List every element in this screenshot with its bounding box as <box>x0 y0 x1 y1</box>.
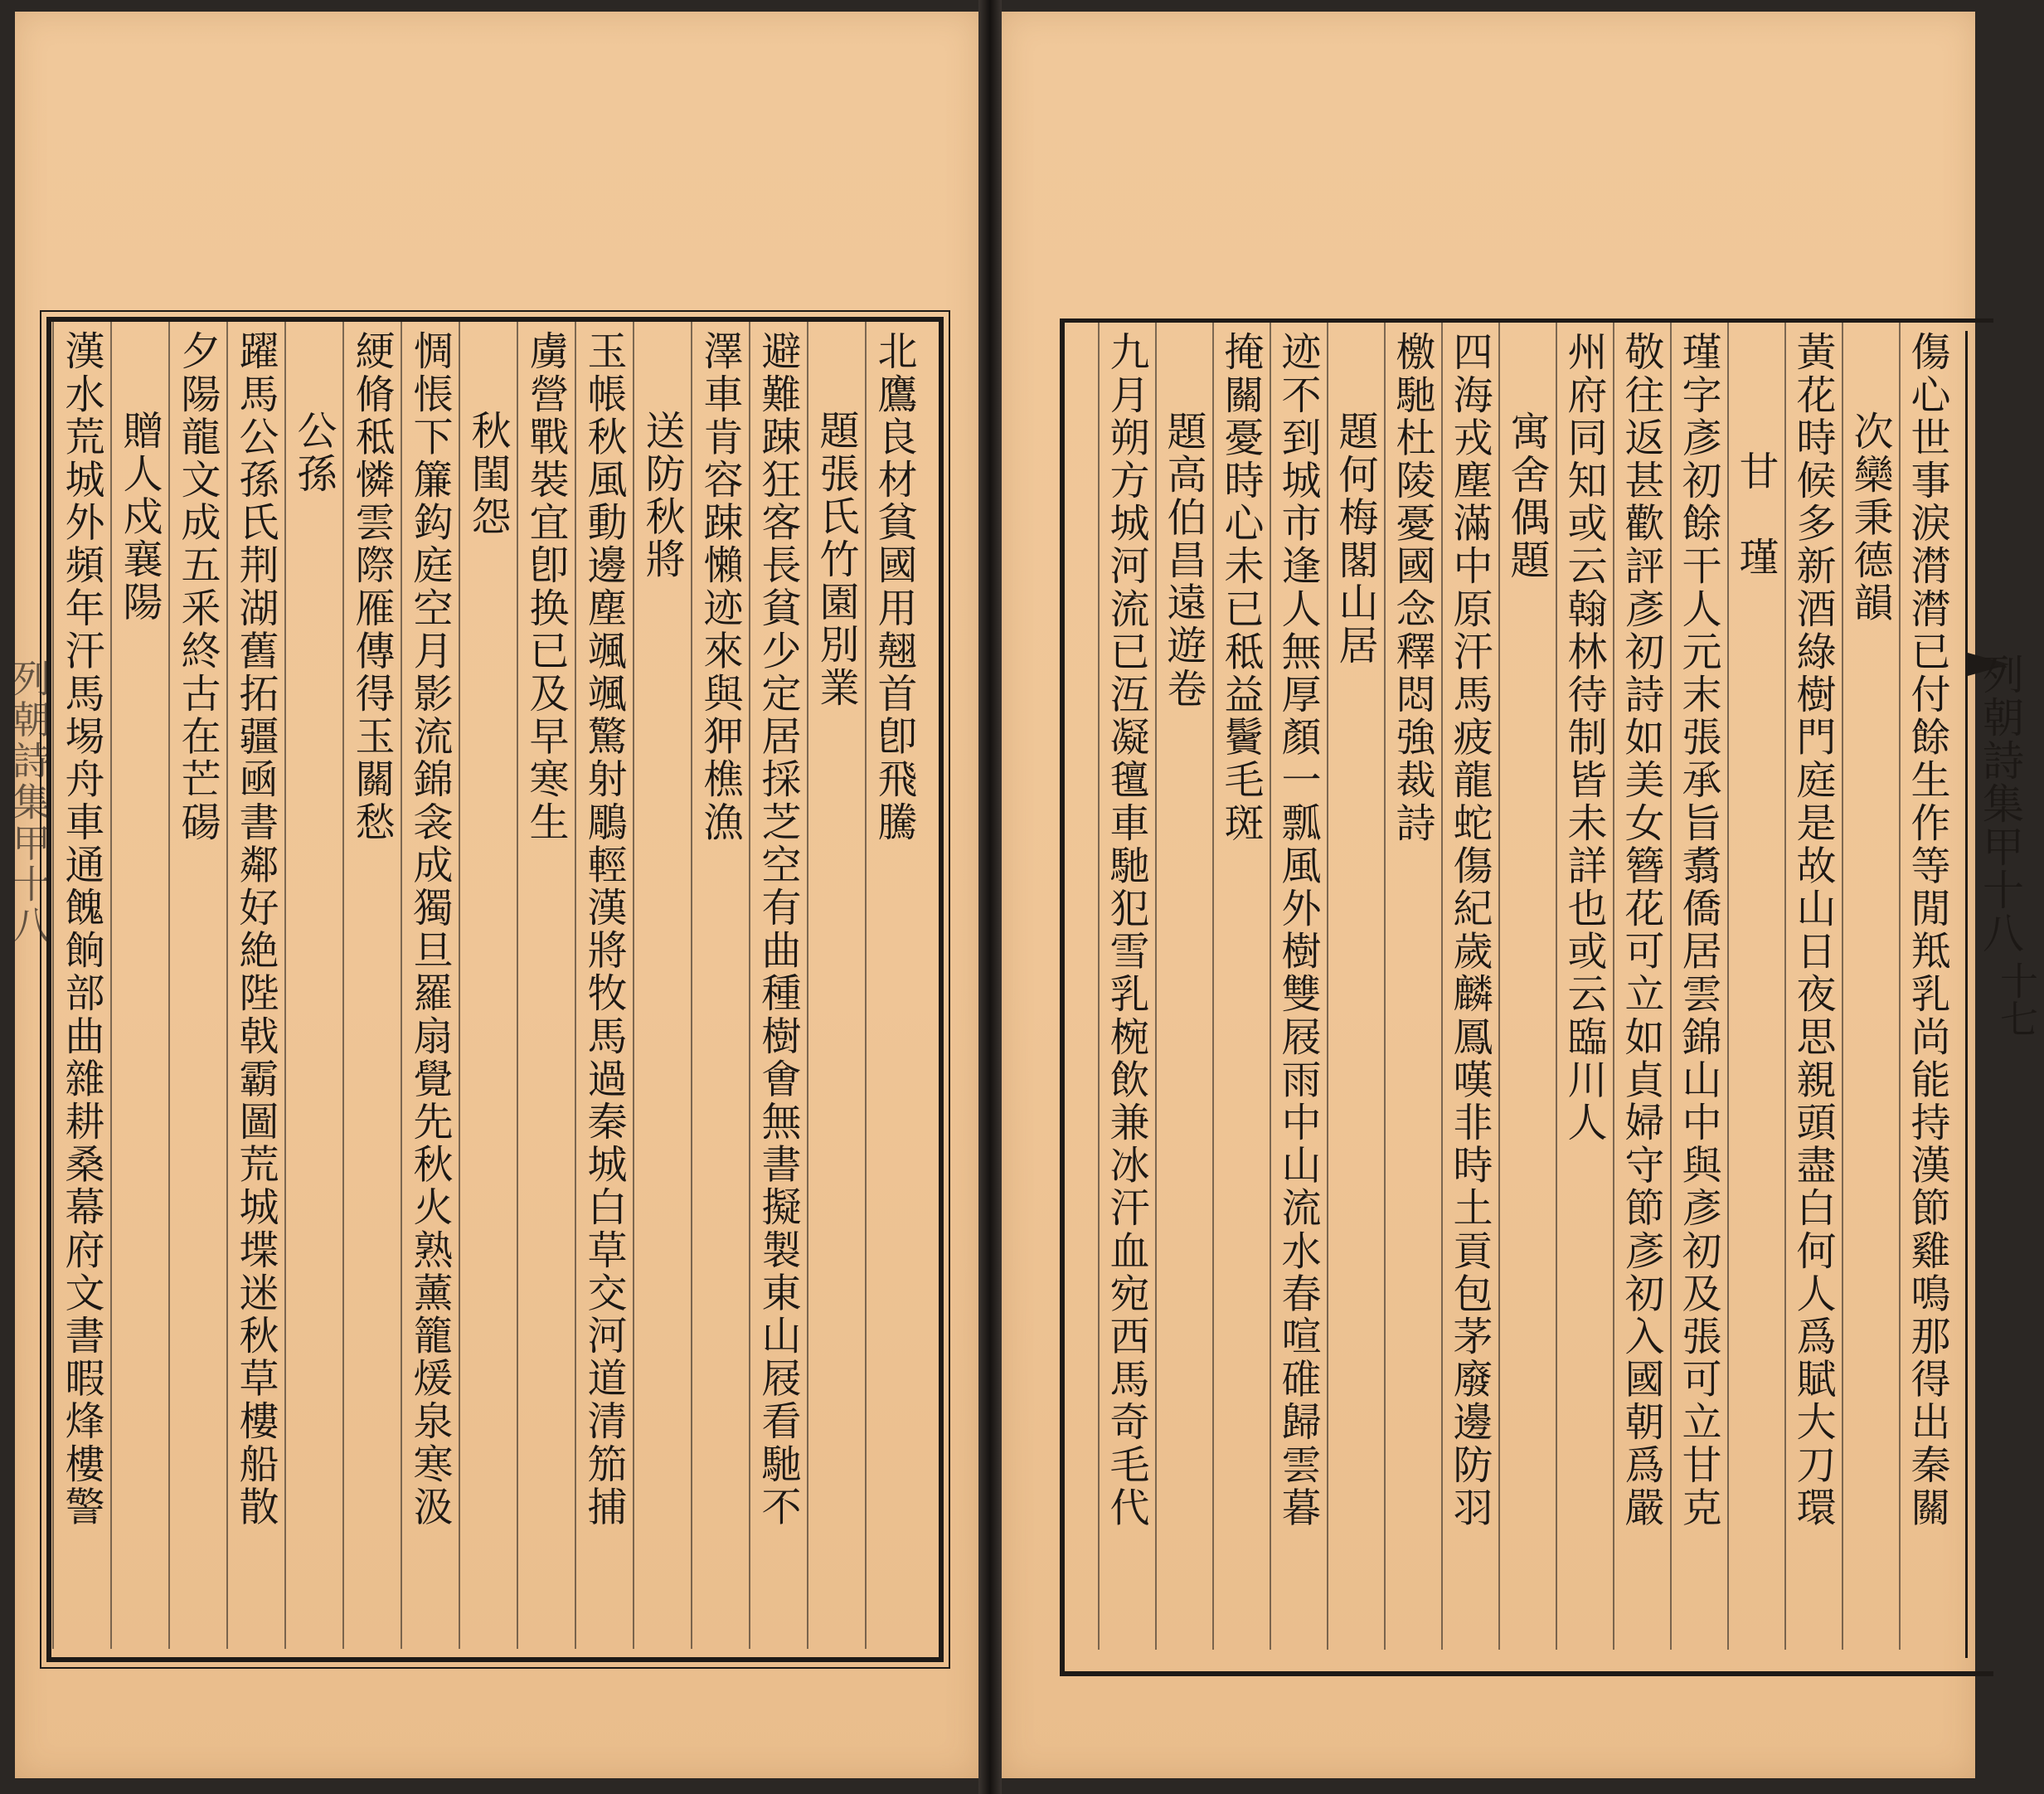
text-column <box>1784 331 1842 1650</box>
text-column <box>110 330 168 1649</box>
text-column <box>1327 331 1384 1650</box>
text-column <box>401 330 459 1649</box>
poem-title: 贈人戍襄陽 <box>116 410 163 624</box>
verse-line: 躍馬公孫氏荆湖舊拓疆凾書鄰好絶陛戟霸圖荒城堞迷秋草樓船散 <box>232 330 279 1529</box>
column-rule <box>691 322 692 1649</box>
text-column <box>1899 331 1956 1650</box>
verse-line: 漢水荒城外頻年汗馬埸舟車通餽餉部曲雜耕桑幕府文書暇烽樓警 <box>58 330 104 1529</box>
verse-line: 避難踈狂客長貧少定居採芝空有曲種樹㑹無書擬製東山屐看馳不 <box>755 330 801 1529</box>
text-column <box>1212 331 1270 1650</box>
column-rule <box>1441 323 1443 1650</box>
poem-title: 秋閨怨 <box>464 410 511 538</box>
spine-tab <box>1965 331 2037 1658</box>
text-column <box>1098 331 1155 1650</box>
column-rule <box>1498 323 1500 1650</box>
verse-line: 傷心世事淚潸潸已付餘生作等閒羝乳尚能持漢節雞鳴那得出秦關 <box>1904 331 1950 1529</box>
right-text-frame <box>1060 318 2039 1676</box>
text-column <box>1441 331 1498 1650</box>
column-rule <box>1899 323 1901 1650</box>
right-page <box>1002 12 2039 1778</box>
text-column <box>52 330 110 1649</box>
text-column <box>284 330 342 1649</box>
text-column <box>575 330 633 1649</box>
column-rule <box>342 322 344 1649</box>
verse-line: 綆脩秪憐雲際雁傳得玉關愁 <box>348 330 395 844</box>
verse-line: 瑾字彥初餘干人元末張承旨翥僑居雲錦山中與彥初及張可立甘克 <box>1675 331 1721 1529</box>
verse-line: 四海戎塵滿中原汗馬疲龍蛇傷紀歲麟鳳嘆非時土貢包茅廢邊防羽 <box>1446 331 1493 1529</box>
verse-line: 州府同知或云翰林待制皆未詳也或云臨川人 <box>1561 331 1607 1145</box>
poem-title: 題高伯昌遠遊卷 <box>1160 411 1206 711</box>
book-gutter <box>978 0 1002 1794</box>
text-column <box>342 330 401 1649</box>
column-rule <box>633 322 634 1649</box>
verse-line: 北鷹良材貧國用翹首卽飛騰 <box>871 330 917 844</box>
column-rule <box>1727 323 1729 1650</box>
column-rule <box>517 322 518 1649</box>
text-column <box>1842 331 1899 1650</box>
left-page <box>7 12 978 1778</box>
column-rule <box>284 322 286 1649</box>
column-rule <box>1327 323 1328 1650</box>
text-column <box>1155 331 1212 1650</box>
text-column <box>459 330 517 1649</box>
verse-line: 掩關憂時心未已秪益鬢毛斑 <box>1217 331 1264 845</box>
poem-title: 題何梅閣山居 <box>1332 411 1378 668</box>
poem-title: 題張氏竹園別業 <box>813 410 859 710</box>
text-column <box>691 330 749 1649</box>
poem-title: 公孫 <box>290 410 337 496</box>
text-column <box>1670 331 1727 1650</box>
column-rule <box>459 322 460 1649</box>
text-column <box>226 330 284 1649</box>
verse-line: 迹不到城市逢人無厚顏一瓢風外樹雙屐雨中山流水春喧碓歸雲暮 <box>1274 331 1321 1529</box>
poem-title: 送防秋將 <box>638 410 685 581</box>
verse-line: 玉帳秋風動邊塵颯颯驚射鵰輕漢將牧馬過秦城白草交河道清笳捕 <box>580 330 627 1529</box>
folio-number: 十七 <box>1994 961 2039 1038</box>
column-rule <box>575 322 576 1649</box>
text-column <box>1613 331 1670 1650</box>
verse-line: 黃花時候多新酒綠樹門庭是故山日夜思親頭盡白何人爲賦大刀環 <box>1789 331 1836 1529</box>
text-column <box>633 330 691 1649</box>
column-rule <box>401 322 402 1649</box>
column-rule <box>110 322 112 1649</box>
column-rule <box>1784 323 1786 1650</box>
column-rule <box>52 322 54 1649</box>
text-column <box>749 330 807 1649</box>
column-rule <box>807 322 808 1649</box>
column-rule <box>749 322 750 1649</box>
verse-line: 九月朔方城河流已沍凝氊車馳犯雪乳椀飲兼冰汗血宛西馬奇毛代 <box>1103 331 1149 1529</box>
column-rule <box>1613 323 1614 1650</box>
column-rule <box>168 322 170 1649</box>
text-column <box>1384 331 1441 1650</box>
column-rule <box>1270 323 1271 1650</box>
verse-line: 惆悵下簾鈎庭空月影流錦衾成獨旦羅扇覺先秋火熟薰籠煖泉寒汲 <box>406 330 453 1529</box>
text-column <box>1727 331 1784 1650</box>
column-rule <box>1384 323 1386 1650</box>
spine-title: 列朝詩集甲十八 <box>1976 653 2024 955</box>
verse-line: 夕陽龍文成五釆終古在芒碭 <box>174 330 221 844</box>
text-column <box>168 330 226 1649</box>
edge-label: 列朝詩集甲十八 <box>7 659 51 947</box>
text-column <box>1498 331 1556 1650</box>
column-rule <box>1670 323 1672 1650</box>
left-text-frame <box>46 317 944 1662</box>
verse-line: 澤車肯容踈懶迹來與狎樵漁 <box>697 330 743 844</box>
column-rule <box>1098 323 1100 1650</box>
verse-line: 檄馳杜陵憂國念釋悶強裁詩 <box>1389 331 1435 845</box>
column-rule <box>865 322 867 1649</box>
column-rule <box>226 322 228 1649</box>
text-column <box>807 330 865 1649</box>
poem-title: 次欒秉德韻 <box>1847 411 1893 625</box>
text-column <box>865 330 923 1649</box>
poem-title: 寓舍偶題 <box>1503 411 1550 582</box>
author-name: 甘 瑾 <box>1732 450 1779 579</box>
text-column <box>1270 331 1327 1650</box>
verse-line: 虜營戰裝宜卽换已及早寒生 <box>522 330 569 844</box>
column-rule <box>1556 323 1557 1650</box>
column-rule <box>1155 323 1157 1650</box>
column-rule <box>1842 323 1843 1650</box>
text-column <box>1556 331 1613 1650</box>
verse-line: 敬往返甚歡評彥初詩如美女簪花可立如貞婦守節彥初入國朝爲嚴 <box>1618 331 1664 1529</box>
text-column <box>517 330 575 1649</box>
column-rule <box>1212 323 1214 1650</box>
